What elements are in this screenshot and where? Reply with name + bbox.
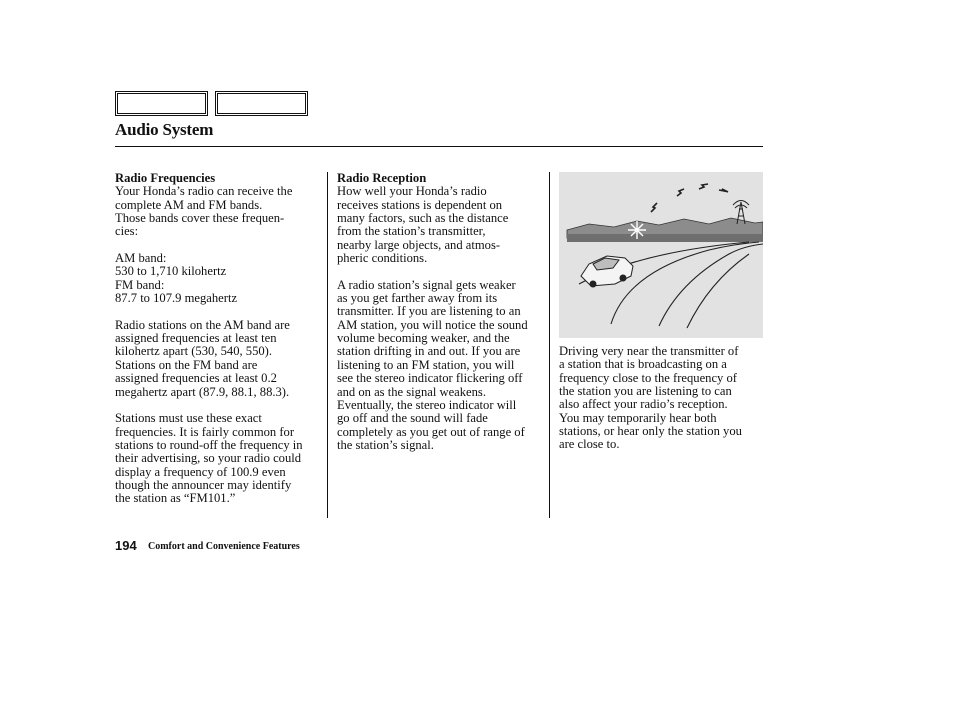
radio-frequencies-heading: Radio Frequencies (115, 171, 216, 185)
radio-reception-heading: Radio Reception (337, 171, 427, 185)
car-road-transmitter-icon (559, 172, 763, 338)
paragraph: Driving very near the transmitter of a station that is broadcasting on a frequency close to the frequency of the station you are listening to can also affect your radio’s reception. You may temporarily hear both stations, or hear only the station you are close to. (559, 344, 742, 452)
section-name: Comfort and Convenience Features (148, 541, 300, 552)
column-divider (327, 172, 328, 518)
paragraph: A radio station’s signal gets weaker as you get farther away from its transmitter. If you are listening to an AM station, you will notice the sound volume becoming weaker, and the station drifting in and out. If you are listening to an FM station, you will see the stereo indicator flickering off and on as the signal weakens. Eventually, the stereo indicator will go off and the sound will fade completely as you get out of range of the station’s signal. (337, 277, 528, 452)
paragraph: Radio stations on the AM band are assigned frequencies at least ten kilohertz apart (530, 540, 550). Stations on the FM band are assigned frequencies at least 0.2 megahertz apart (87.9, 88.1, 88.3). (115, 317, 290, 399)
paragraph: Stations must use these exact frequencies. It is fairly common for stations to round-off the frequency in their advertising, so your radio could display a frequency of 100.9 even though the announcer may identify the station as “FM101.” (115, 411, 303, 506)
title-rule (115, 146, 763, 147)
paragraph: Your Honda’s radio can receive the complete AM and FM bands. Those bands cover these frequen- cies: (115, 184, 293, 239)
paragraph: How well your Honda’s radio receives stations is dependent on many factors, such as the distance from the station’s transmitter, nearby large objects, and atmos- pheric conditions. (337, 184, 509, 266)
column-radio-reception (337, 172, 545, 466)
radio-reception-illustration (559, 172, 763, 338)
column-radio-frequencies (115, 172, 325, 519)
page-number: 194 (115, 538, 137, 553)
column-divider (549, 172, 550, 518)
nav-tab-box-2 (215, 91, 308, 116)
column-near-transmitter (559, 345, 764, 465)
paragraph: AM band: 530 to 1,710 kilohertz FM band: 87.7 to 107.9 megahertz (115, 251, 238, 306)
nav-tab-box-1 (115, 91, 208, 116)
page-title: Audio System (115, 120, 214, 139)
